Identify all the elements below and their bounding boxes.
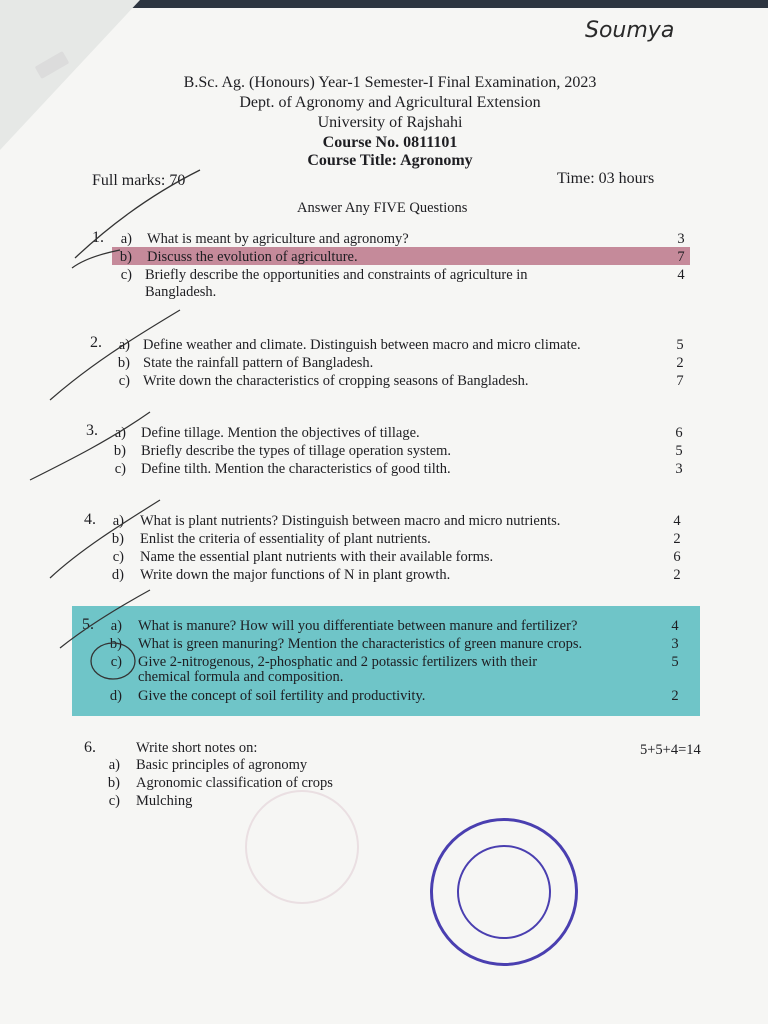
part-label: c) <box>108 793 120 809</box>
part-marks: 7 <box>676 373 684 389</box>
part-label: a) <box>120 231 132 247</box>
part-label: b) <box>117 355 130 371</box>
part-text: Mulching <box>136 793 193 809</box>
question-6-marks: 5+5+4=14 <box>640 742 701 758</box>
part-marks: 6 <box>675 425 683 441</box>
pen-stroke <box>50 310 180 400</box>
part-marks: 4 <box>671 618 679 634</box>
part-label: c) <box>112 549 124 565</box>
part-label: a) <box>114 425 126 441</box>
circled-part-mark <box>91 643 135 679</box>
part-label: c) <box>114 461 126 477</box>
pen-stroke <box>72 250 120 268</box>
part-label: a) <box>112 513 124 529</box>
part-marks: 2 <box>673 531 681 547</box>
course-number: Course No. 0811101 <box>322 134 458 151</box>
pen-stroke <box>50 500 160 578</box>
part-marks: 4 <box>677 267 685 283</box>
part-text: Discuss the evolution of agriculture. <box>147 249 358 265</box>
part-label: c) <box>110 654 122 670</box>
part-marks: 5 <box>671 654 679 670</box>
full-marks: Full marks: 70 <box>92 172 186 189</box>
part-marks: 4 <box>673 513 681 529</box>
part-label: d) <box>109 688 122 704</box>
question-6-text: Write short notes on: <box>136 740 258 756</box>
part-text-continued: Bangladesh. <box>145 284 217 300</box>
part-marks: 5 <box>676 337 684 353</box>
part-label: b) <box>109 636 122 652</box>
pen-stroke <box>30 412 150 480</box>
question-number: 6. <box>84 739 96 756</box>
part-text: Define tillage. Mention the objectives of tillage. <box>141 425 420 441</box>
part-marks: 7 <box>677 249 685 265</box>
part-marks: 3 <box>671 636 679 652</box>
part-text: Define tilth. Mention the characteristics of good tilth. <box>141 461 451 477</box>
part-label: b) <box>107 775 120 791</box>
part-label: c) <box>120 267 132 283</box>
question-number: 1. <box>92 229 104 246</box>
part-text: Name the essential plant nutrients with their available forms. <box>140 549 494 565</box>
course-title: Course Title: Agronomy <box>307 152 473 169</box>
part-label: c) <box>118 373 130 389</box>
signature: Soumya <box>585 18 675 43</box>
question-number: 2. <box>90 334 102 351</box>
part-marks: 2 <box>673 567 681 583</box>
part-marks: 5 <box>675 443 683 459</box>
department: Dept. of Agronomy and Agricultural Extension <box>239 94 541 111</box>
pen-stroke <box>60 590 150 648</box>
question-number: 3. <box>86 422 98 439</box>
part-text: What is green manuring? Mention the characteristics of green manure crops. <box>138 636 583 652</box>
part-text: Give 2-nitrogenous, 2-phosphatic and 2 potassic fertilizers with their <box>138 654 538 670</box>
part-label: b) <box>111 531 124 547</box>
part-text: What is manure? How will you differentiate between manure and fertilizer? <box>138 618 578 634</box>
part-label: d) <box>111 567 124 583</box>
part-marks: 2 <box>671 688 679 704</box>
part-text: What is meant by agriculture and agronomy? <box>147 231 409 247</box>
part-text: Briefly describe the opportunities and constraints of agriculture in <box>145 267 528 283</box>
pen-stroke <box>75 170 200 258</box>
part-marks: 3 <box>675 461 683 477</box>
part-label: a) <box>110 618 122 634</box>
part-text: Give the concept of soil fertility and productivity. <box>138 688 426 704</box>
instruction: Answer Any FIVE Questions <box>297 200 468 216</box>
exam-title: B.Sc. Ag. (Honours) Year-1 Semester-I Final Examination, 2023 <box>183 74 597 91</box>
time-allowed: Time: 03 hours <box>557 170 655 187</box>
university: University of Rajshahi <box>317 114 463 131</box>
question-number: 4. <box>84 511 96 528</box>
part-text: Write down the major functions of N in plant growth. <box>140 567 451 583</box>
part-label: a) <box>118 337 130 353</box>
part-marks: 6 <box>673 549 681 565</box>
part-text-continued: chemical formula and composition. <box>138 669 344 685</box>
question-number: 5. <box>82 616 94 633</box>
part-text: Briefly describe the types of tillage operation system. <box>141 443 452 459</box>
part-text: Basic principles of agronomy <box>136 757 308 773</box>
part-text: Write down the characteristics of cropping seasons of Bangladesh. <box>143 373 529 389</box>
part-label: a) <box>108 757 120 773</box>
part-label: b) <box>113 443 126 459</box>
part-text: What is plant nutrients? Distinguish between macro and micro nutrients. <box>140 513 561 529</box>
part-text: State the rainfall pattern of Bangladesh. <box>143 355 374 371</box>
part-text: Agronomic classification of crops <box>136 775 333 791</box>
part-text: Define weather and climate. Distinguish between macro and micro climate. <box>143 337 581 353</box>
part-marks: 2 <box>676 355 684 371</box>
part-marks: 3 <box>677 231 685 247</box>
part-label: b) <box>119 249 132 265</box>
part-text: Enlist the criteria of essentiality of plant nutrients. <box>140 531 431 547</box>
